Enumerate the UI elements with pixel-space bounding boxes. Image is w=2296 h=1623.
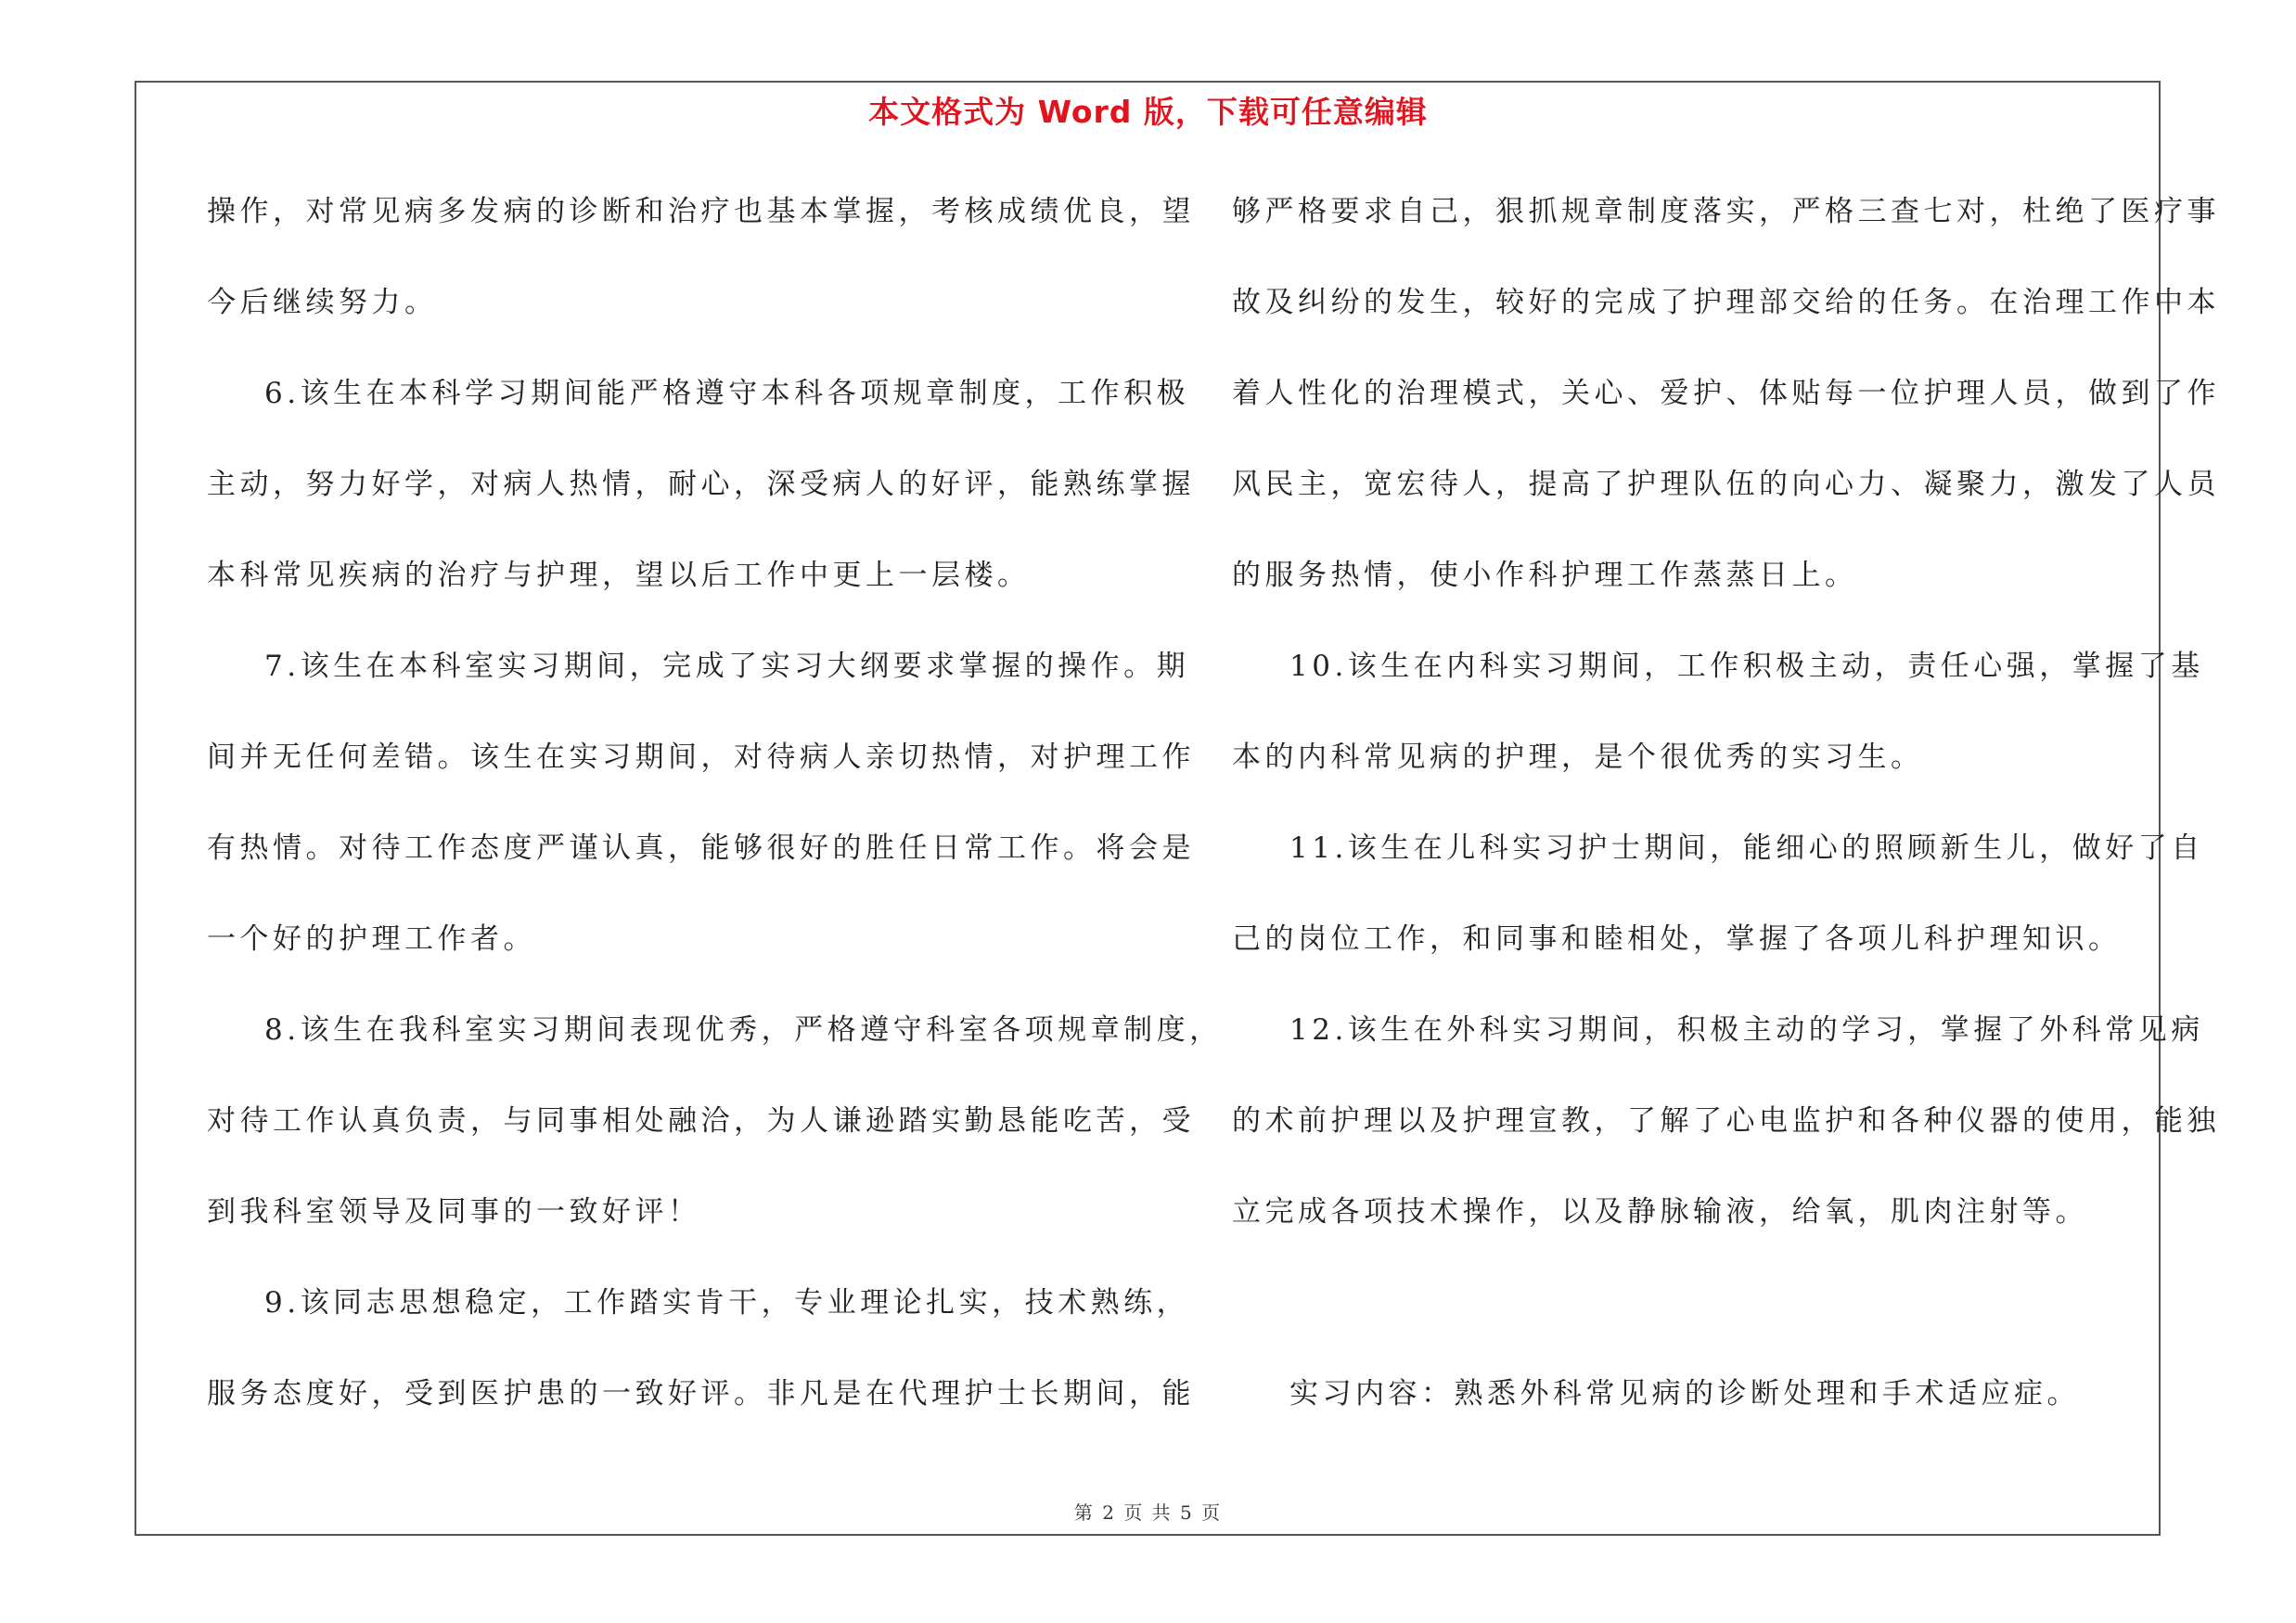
text-line: 一个好的护理工作者。	[207, 922, 536, 956]
text-line: 风民主，宽宏待人，提高了护理队伍的向心力、凝聚力，激发了人员	[1232, 468, 2220, 501]
text-line: 本科常见疾病的治疗与护理，望以后工作中更上一层楼。	[207, 559, 1031, 592]
text-line: 到我科室领导及同事的一致好评！	[207, 1195, 701, 1229]
format-banner: 本文格式为 Word 版，下载可任意编辑	[868, 94, 1428, 130]
text-line: 对待工作认真负责，与同事相处融洽，为人谦逊踏实勤恳能吃苦，受	[207, 1104, 1195, 1138]
text-line: 着人性化的治理模式，关心、爱护、体贴每一位护理人员，做到了作	[1232, 377, 2220, 410]
left-column	[207, 182, 1223, 1455]
text-line: 己的岗位工作，和同事和睦相处，掌握了各项儿科护理知识。	[1232, 922, 2122, 956]
text-line: 本的内科常见病的护理，是个很优秀的实习生。	[1232, 741, 1924, 774]
text-line: 的术前护理以及护理宣教，了解了心电监护和各种仪器的使用，能独	[1232, 1104, 2220, 1138]
text-line: 操作，对常见病多发病的诊断和治疗也基本掌握，考核成绩优良，望	[207, 195, 1195, 228]
page-footer: 第 2 页 共 5 页	[1073, 1501, 1223, 1524]
text-line: 主动，努力好学，对病人热情，耐心，深受病人的好评，能熟练掌握	[207, 468, 1195, 501]
text-line: 的服务热情，使小作科护理工作蒸蒸日上。	[1232, 559, 1858, 592]
text-line: 12.该生在外科实习期间，积极主动的学习，掌握了外科常见病	[1289, 1013, 2204, 1047]
text-line: 立完成各项技术操作，以及静脉输液，给氧，肌肉注射等。	[1232, 1195, 2088, 1229]
text-line: 有热情。对待工作态度严谨认真，能够很好的胜任日常工作。将会是	[207, 831, 1195, 865]
text-line: 间并无任何差错。该生在实习期间，对待病人亲切热情，对护理工作	[207, 741, 1195, 774]
text-line: 11.该生在儿科实习护士期间，能细心的照顾新生儿，做好了自	[1289, 831, 2204, 865]
text-line: 7.该生在本科室实习期间，完成了实习大纲要求掌握的操作。期	[264, 650, 1190, 683]
text-line: 实习内容：熟悉外科常见病的诊断处理和手术适应症。	[1289, 1377, 2080, 1410]
text-line	[1232, 1273, 2150, 1364]
text-line: 6.该生在本科学习期间能严格遵守本科各项规章制度，工作积极	[264, 377, 1190, 410]
text-line: 够严格要求自己，狠抓规章制度落实，严格三查七对，杜绝了医疗事	[1232, 195, 2220, 228]
text-line: 9.该同志思想稳定，工作踏实肯干，专业理论扎实，技术熟练，	[264, 1286, 1190, 1320]
text-line: 10.该生在内科实习期间，工作积极主动，责任心强，掌握了基	[1289, 650, 2204, 683]
text-line: 今后继续努力。	[207, 286, 438, 319]
text-line: 8.该生在我科室实习期间表现优秀，严格遵守科室各项规章制度，	[264, 1013, 1223, 1047]
text-line: 故及纠纷的发生，较好的完成了护理部交给的任务。在治理工作中本	[1232, 286, 2220, 319]
text-line: 服务态度好，受到医护患的一致好评。非凡是在代理护士长期间，能	[207, 1377, 1195, 1410]
right-column	[1232, 182, 2220, 1455]
